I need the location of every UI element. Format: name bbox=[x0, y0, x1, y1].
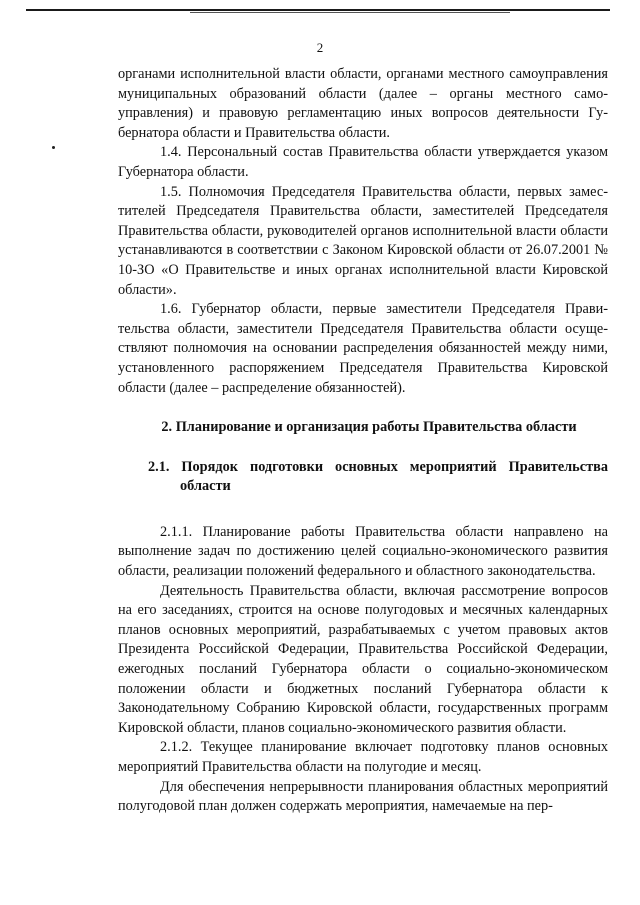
document-body bbox=[118, 65, 608, 817]
page-number: 2 bbox=[316, 40, 324, 55]
paragraph-2-1-2: 2.1.2. Текущее планирование включает подготовку планов основных мероприятий Правительства области на полугодие и месяц. bbox=[118, 739, 608, 775]
paragraph-1-5: 1.5. Полномочия Председателя Правительства области, первых заместителей Председателя Правительства области, заместителей Председателя Правительства области, руководителей органов исполнительной власти области устанавливаются в соответствии с Законом Кировской области от 26.07.2001 № 10-ЗО «О Правительстве и иных органах исполнительной власти Кировской области». bbox=[118, 183, 608, 298]
top-border-line-thin bbox=[190, 12, 510, 13]
paragraph-continuation: органами исполнительной власти области, органами местного самоуправления муниципальных образований области (далее – органы местного самоуправления) и правовую регламентацию иных вопросов деятельности Губернатора области и Правительства области. bbox=[118, 66, 608, 141]
margin-mark bbox=[52, 146, 55, 149]
subsection-heading-2-1: 2.1. Порядок подготовки основных мероприятий Правительства области bbox=[148, 458, 608, 495]
top-border-line bbox=[26, 9, 610, 11]
paragraph-1-4: 1.4. Персональный состав Правительства области утверждается указом Губернатора области. bbox=[118, 144, 608, 180]
section-heading-2: 2. Планирование и организация работы Правительства области bbox=[161, 419, 577, 436]
paragraph-continuity: Для обеспечения непрерывности планирования областных мероприятий полугодовой план должен содержать мероприятия, намечаемые на пер- bbox=[118, 778, 608, 815]
paragraph-activity: Деятельность Правительства области, включая рассмотрение вопросов на его заседаниях, строится на основе полугодовых и месячных календарных планов основных мероприятий, разрабатываемых с учетом правовых актов Президента Российской Федерации, Правительства Российской Федерации, ежегодных посланий Губернатора области о социально-экономическом положении области и бюджетных посланий Губернатора области к Законодательному Собранию Кировской области, государственных программ Кировской области, планов социально-экономического развития области. bbox=[118, 582, 608, 736]
paragraph-1-6: 1.6. Губернатор области, первые заместители Председателя Правительства области, заместители Председателя Правительства области осуществляют полномочия на основании распределения обязанностей между ними, установленного распоряжением Председателя Правительства Кировской области (далее – распределение обязанностей). bbox=[118, 301, 608, 396]
paragraph-2-1-1: 2.1.1. Планирование работы Правительства области направлено на выполнение задач по достижению целей социально-экономического развития области, реализации положений федерального и областного законодательства. bbox=[118, 523, 608, 580]
